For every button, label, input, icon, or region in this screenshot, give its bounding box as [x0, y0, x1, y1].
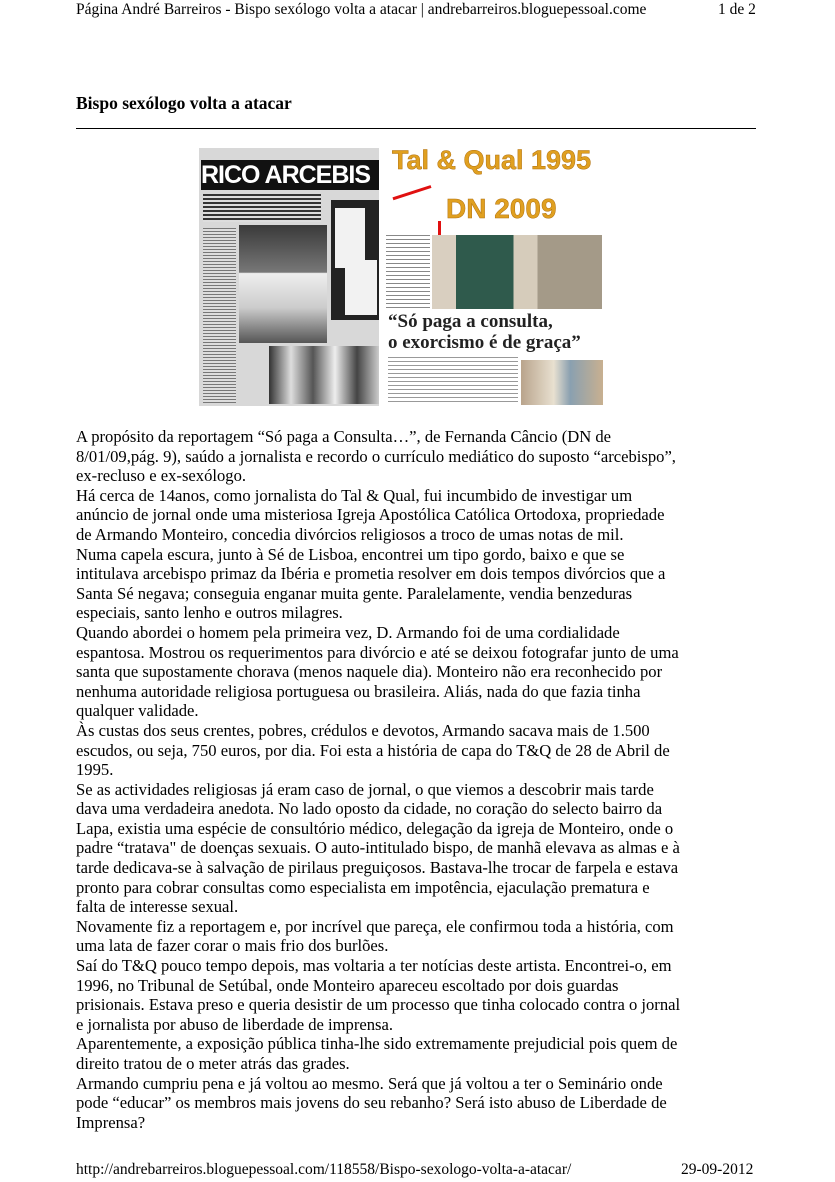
red-arrow-icon [392, 185, 431, 200]
paragraph-line: Numa capela escura, junto à Sé de Lisboa, encontrei um tipo gordo, baixo e que se [76, 544, 625, 564]
paragraph-line: e jornalista por abuso de liberdade de imprensa. [76, 1014, 394, 1034]
article-paragraph [76, 427, 766, 486]
paragraph-line: escudos, ou seja, 750 euros, por dia. Foi esta a história de capa do T&Q de 28 de Abril de [76, 740, 670, 760]
paragraph-line: anúncio de jornal onde uma misteriosa Igreja Apostólica Católica Ortodoxa, propriedade [76, 505, 665, 525]
paragraph-line: uma lata de fazer corar o mais frio dos burlões. [76, 936, 389, 956]
paragraph-line: Lapa, existia uma espécie de consultório médico, delegação da igreja de Monteiro, onde o [76, 818, 674, 838]
paragraph-line: Quando abordei o homem pela primeira vez, D. Armando foi de uma cordialidade [76, 622, 620, 642]
paragraph-line: especiais, santo lenho e outros milagres. [76, 603, 343, 623]
paragraph-line: Armando cumpriu pena e já voltou ao mesmo. Será que já voltou a ter o Seminário onde [76, 1073, 663, 1093]
paragraph-line: 8/01/09,pág. 9), saúdo a jornalista e recordo o currículo mediático do suposto “arcebispo”, [76, 446, 676, 466]
paragraph-line: ex-recluso e ex-sexólogo. [76, 466, 247, 486]
paragraph-line: Saí do T&Q pouco tempo depois, mas voltaria a ter notícias deste artista. Encontrei-o, em [76, 956, 672, 976]
dn-clipping-text [388, 357, 518, 405]
article-image-newspaper-collage [196, 145, 606, 409]
paragraph-line: falta de interesse sexual. [76, 897, 239, 917]
print-footer-url: http://andrebarreiros.bloguepessoal.com/118558/Bispo-sexologo-volta-a-atacar/ [76, 1161, 572, 1178]
article-paragraph [76, 1074, 766, 1133]
paragraph-line: pode “educar” os membros mais jovens do seu rebanho? Será isto abuso de Liberdade de [76, 1093, 667, 1113]
page-count: 1 de 2 [718, 1, 756, 18]
paragraph-line: intitulava arcebispo primaz da Ibéria e prometia resolver em dois tempos divórcios que a [76, 564, 666, 584]
paragraph-line: tarde dedicava-se à salvação de pirilaus preguiçosos. Bastava-lhe trocar de farpela e estava [76, 858, 679, 878]
paragraph-line: prisionais. Estava preso e queria desistir de um processo que tinha colocado contra o jornal [76, 995, 681, 1015]
clipping-headline: RICO ARCEBIS [201, 160, 379, 190]
clipping-photo-ceremony [269, 346, 379, 404]
paragraph-line: dava uma verdadeira anedota. No lado oposto da cidade, no coração do selecto bairro da [76, 799, 663, 819]
article-paragraph [76, 956, 766, 1034]
label-dn-2009: DN 2009 [446, 193, 557, 224]
quote-line-1: “Só paga a consulta, [388, 311, 553, 332]
paragraph-line: A propósito da reportagem “Só paga a Consulta…”, de Fernanda Câncio (DN de [76, 427, 612, 446]
paragraph-line: Aparentemente, a exposição pública tinha-lhe sido extremamente prejudicial pois quem de [76, 1034, 678, 1054]
paragraph-line: santa que supostamente chorava (menos naquele dia). Monteiro não era reconhecido por [76, 662, 663, 682]
clipping-text-column [203, 228, 236, 403]
paragraph-line: direito tratou de o meter atrás das grades. [76, 1054, 350, 1073]
paragraph-line: Se as actividades religiosas já eram caso de jornal, o que viemos a descobrir mais tarde [76, 779, 654, 799]
print-footer-date: 29-09-2012 [681, 1161, 754, 1178]
paragraph-line: Imprensa? [76, 1112, 146, 1132]
dn-headline-quote [388, 311, 581, 353]
article-paragraph [76, 545, 766, 623]
paragraph-line: Há cerca de 14anos, como jornalista do Tal & Qual, fui incumbido de investigar um [76, 485, 633, 505]
paragraph-line: 1996, no Tribunal de Setúbal, onde Monteiro apareceu escoltado por dois guardas [76, 975, 619, 995]
paragraph-line: Santa Sé negava; conseguia enganar muita gente. Paralelamente, vendia benzeduras [76, 583, 633, 603]
tal-qual-1995-clipping [199, 148, 379, 406]
paragraph-line: qualquer validade. [76, 701, 199, 721]
clipping-subheadline [203, 194, 321, 222]
article-title: Bispo sexólogo volta a atacar [76, 93, 292, 113]
paragraph-line: pronto para cobrar consultas como especialista em impotência, ejaculação prematura e [76, 877, 650, 897]
paragraph-line: Novamente fiz a reportagem e, por incrível que pareça, ele confirmou toda a história, com [76, 916, 674, 936]
paragraph-line: padre “tratava" de doenças sexuais. O auto-intitulado bispo, de manhã elevava as almas e à [76, 838, 680, 858]
article-paragraph [76, 623, 766, 721]
dn-clipping-caption [386, 235, 430, 309]
paragraph-line: 1995. [76, 760, 114, 780]
article-paragraph [76, 780, 766, 917]
dn-photo-bishop [521, 360, 603, 405]
dn-photo-green-door [432, 235, 602, 309]
article-paragraph [76, 1034, 766, 1073]
print-header-title: Página André Barreiros - Bispo sexólogo volta a atacar | andrebarreiros.bloguepessoal.come [76, 1, 647, 18]
article-paragraph [76, 486, 766, 545]
article-paragraph [76, 721, 766, 780]
paragraph-line: nenhuma autoridade religiosa portuguesa ou brasileira. Aliás, nada do que fazia tinha [76, 681, 641, 701]
label-tal-qual-1995: Tal & Qual 1995 [392, 145, 592, 175]
clipping-documents-photo [331, 200, 379, 320]
quote-line-2: o exorcismo é de graça” [388, 332, 581, 353]
paragraph-line: espantosa. Mostrou os requerimentos para divórcio e até se deixou fotografar junto de uma [76, 642, 679, 662]
article-paragraph [76, 917, 766, 956]
paragraph-line: Às custas dos seus crentes, pobres, crédulos e devotos, Armando sacava mais de 1.500 [76, 720, 650, 740]
clipping-photo-priest [239, 225, 327, 343]
paragraph-line: de Armando Monteiro, concedia divórcios religiosos a troco de umas notas de mil. [76, 524, 624, 544]
title-divider [76, 128, 756, 129]
article-body [76, 427, 766, 1132]
